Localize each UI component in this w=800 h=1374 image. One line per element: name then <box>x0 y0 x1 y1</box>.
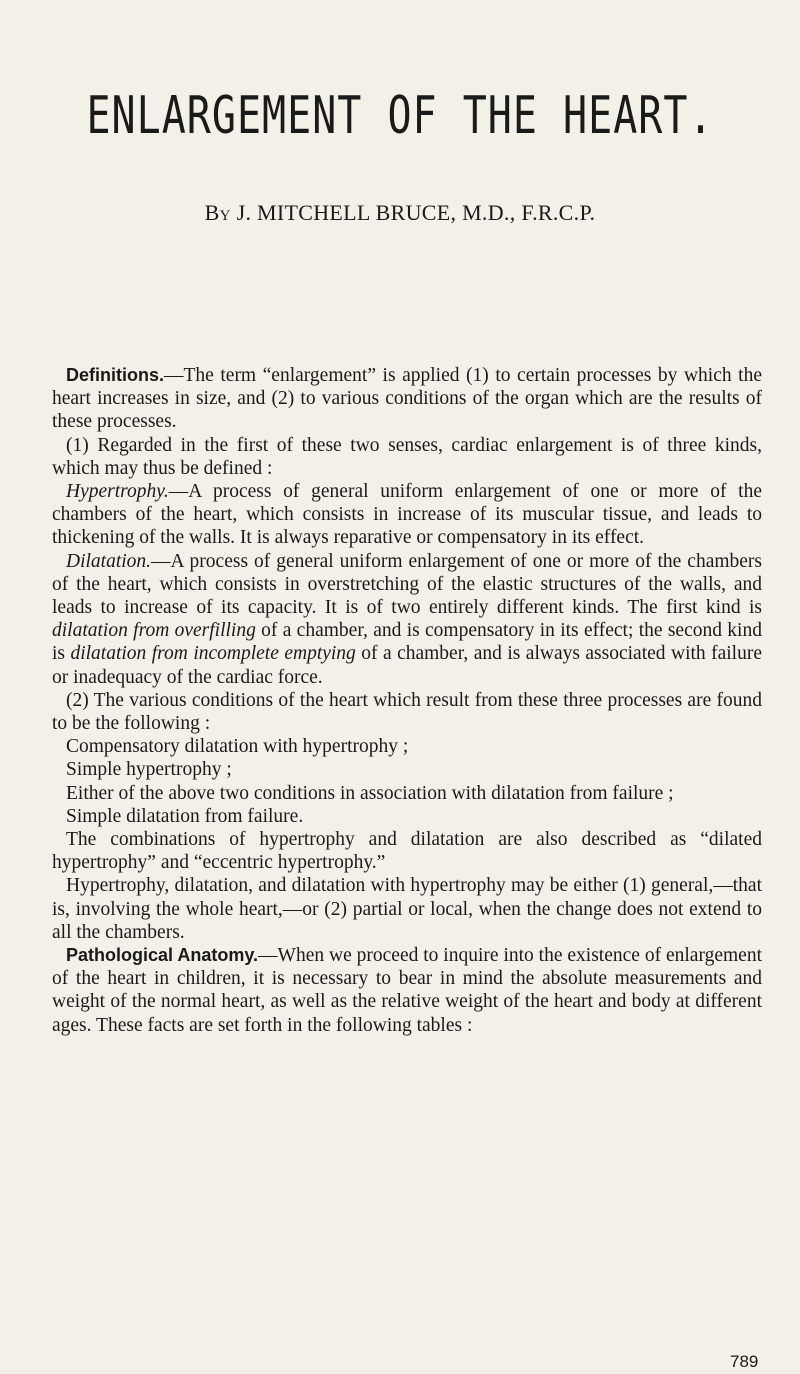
list-item: Simple dilatation from failure. <box>66 805 304 827</box>
paragraph: The combinations of hypertrophy and dilatation are also described as “dilated hypertrophy” and “eccentric hypertrophy.” <box>52 829 762 874</box>
paragraph: Hypertrophy, dilatation, and dilatation with hypertrophy may be either (1) general,—that is, involving the whole heart,—or (2) partial or local, when the change does not extend to all the chambers. <box>52 875 762 943</box>
term-dilatation: Dilatation. <box>66 550 152 572</box>
article-body <box>52 364 762 1037</box>
list-item: Simple hypertrophy ; <box>66 759 232 781</box>
byline <box>0 200 800 226</box>
byline-author: J. MITCHELL BRUCE, M.D., F.R.C.P. <box>236 200 596 225</box>
page-number: 789 <box>730 1352 759 1371</box>
heading-pathological-anatomy: Pathological Anatomy. <box>66 945 259 966</box>
dilatation-text-1: —A process of general uniform enlargement of one or more of the chambers of the heart, which consists in overstretching of the elastic structures of the walls, and leads to increase of its capacity. It is of two entirely different kinds. The first kind is <box>52 550 762 619</box>
dilatation-em-1: dilatation from overfilling <box>52 620 256 642</box>
dilatation-em-2: dilatation from incomplete emptying <box>70 643 356 665</box>
list-item: Either of the above two conditions in association with dilatation from failure ; <box>66 782 674 804</box>
byline-by: By <box>204 200 231 225</box>
paragraph: (2) The various conditions of the heart which result from these three processes are found to be the following : <box>52 689 762 735</box>
heading-definitions: Definitions. <box>66 365 164 385</box>
paragraph-definitions <box>52 364 762 434</box>
dilatation-text-3: of a chamber, and is always associated with failure or inadequacy of the cardiac force. <box>52 643 762 688</box>
dilatation-text-2: of a chamber, and is compensatory in its effect; the second kind is <box>52 620 762 665</box>
term-hypertrophy: Hypertrophy. <box>66 481 169 503</box>
definitions-text: —The term “enlargement” is applied (1) to certain processes by which the heart increases in size, and (2) to various conditions of the organ which are the results of these processes. <box>52 365 762 433</box>
pathological-anatomy-text: —When we proceed to inquire into the existence of enlargement of the heart in children, it is necessary to bear in mind the absolute measurements and weight of the normal heart, as well as the relative weight of the heart and body at different ages. These facts are set forth in the following tables : <box>52 945 762 1036</box>
list-item: Compensatory dilatation with hypertrophy ; <box>66 736 409 758</box>
paragraph: (1) Regarded in the first of these two senses, cardiac enlargement is of three kinds, which may thus be defined : <box>52 434 762 479</box>
hypertrophy-text: —A process of general uniform enlargement of one or more of the chambers of the heart, which consists in increase of its muscular tissue, and leads to thickening of the walls. It is always reparative or compensatory in its effect. <box>52 481 762 549</box>
page-title: ENLARGEMENT OF THE HEART. <box>86 86 714 146</box>
paragraph-pathological-anatomy <box>52 944 762 1037</box>
paragraph-hypertrophy <box>52 480 762 550</box>
paragraph-dilatation <box>52 550 762 689</box>
